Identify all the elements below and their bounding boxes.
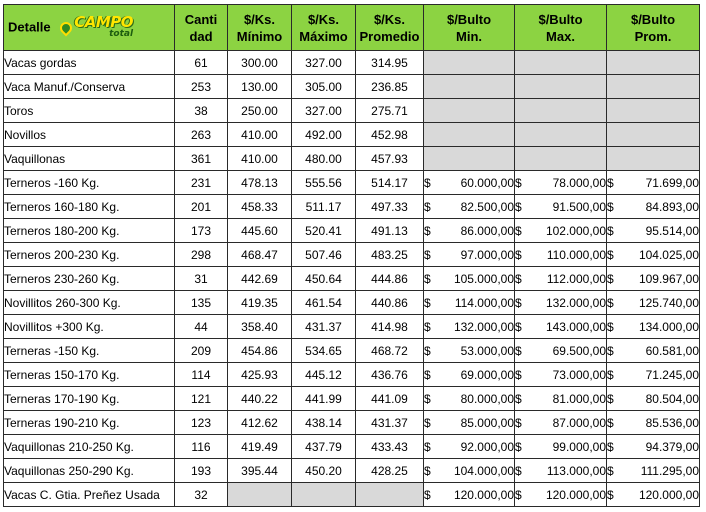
currency-symbol: $ [607, 319, 614, 334]
amount-value: 94.379,00 [645, 439, 699, 454]
table-row [4, 147, 700, 171]
table-row [4, 387, 700, 411]
cell-bulto-max [515, 363, 607, 387]
cell-bulto-prom [607, 195, 700, 219]
cell-bulto-min [424, 267, 515, 291]
cell-ks-min: 454.86 [228, 339, 292, 363]
cell-bulto-max [515, 219, 607, 243]
cell-bulto-max [515, 75, 607, 99]
amount-value: 92.000,00 [460, 439, 514, 454]
cell-cantidad: 32 [175, 483, 228, 507]
cell-bulto-max [515, 339, 607, 363]
cell-bulto-prom [607, 171, 700, 195]
cell-bulto-prom [607, 243, 700, 267]
cell-bulto-min [424, 363, 515, 387]
cell-detalle: Terneras 190-210 Kg. [4, 411, 175, 435]
amount-value: 132.000,00 [545, 295, 606, 310]
header-cantidad: Canti dad [175, 5, 228, 51]
cell-bulto-min [424, 123, 515, 147]
cell-ks-max: 450.64 [292, 267, 356, 291]
header-bulto-min: $/Bulto Min. [424, 5, 515, 51]
currency-symbol: $ [607, 463, 614, 478]
currency-symbol: $ [424, 367, 431, 382]
cell-detalle: Terneros 160-180 Kg. [4, 195, 175, 219]
currency-symbol: $ [424, 271, 431, 286]
cell-ks-prom: 457.93 [356, 147, 424, 171]
header-prom: $/Ks. Promedio [356, 5, 424, 51]
cell-ks-min: 410.00 [228, 123, 292, 147]
cell-detalle: Vaquillonas [4, 147, 175, 171]
amount-value: 84.893,00 [645, 199, 699, 214]
header-bulto-prom: $/Bulto Prom. [607, 5, 700, 51]
currency-symbol: $ [515, 367, 522, 382]
currency-symbol: $ [607, 343, 614, 358]
amount-value: 85.000,00 [460, 415, 514, 430]
amount-value: 97.000,00 [460, 247, 514, 262]
cell-ks-max: 327.00 [292, 51, 356, 75]
cell-bulto-min [424, 171, 515, 195]
amount-value: 87.000,00 [552, 415, 606, 430]
cell-cantidad: 121 [175, 387, 228, 411]
cell-bulto-min [424, 315, 515, 339]
amount-value: 132.000,00 [453, 319, 514, 334]
currency-symbol: $ [515, 175, 522, 190]
cell-cantidad: 298 [175, 243, 228, 267]
cell-cantidad: 123 [175, 411, 228, 435]
cell-bulto-max [515, 387, 607, 411]
cell-ks-prom: 440.86 [356, 291, 424, 315]
amount-value: 113.000,00 [546, 463, 606, 478]
cell-bulto-min [424, 435, 515, 459]
amount-value: 104.000,00 [453, 463, 514, 478]
table-row [4, 363, 700, 387]
cell-bulto-min [424, 195, 515, 219]
cell-ks-max: 511.17 [292, 195, 356, 219]
amount-value: 71.245,00 [645, 367, 699, 382]
cell-ks-min [228, 483, 292, 507]
amount-value: 111.295,00 [640, 463, 699, 478]
currency-symbol: $ [515, 415, 522, 430]
cell-bulto-min [424, 291, 515, 315]
cell-cantidad: 44 [175, 315, 228, 339]
cell-bulto-prom [607, 219, 700, 243]
amount-value: 120.000,00 [453, 487, 514, 502]
cell-cantidad: 193 [175, 459, 228, 483]
cell-ks-prom: 428.25 [356, 459, 424, 483]
currency-symbol: $ [607, 247, 614, 262]
table-row [4, 435, 700, 459]
cell-bulto-min [424, 387, 515, 411]
currency-symbol: $ [607, 439, 614, 454]
prices-table [3, 4, 700, 507]
cell-ks-min: 478.13 [228, 171, 292, 195]
cell-ks-prom: 431.37 [356, 411, 424, 435]
cell-ks-prom [356, 483, 424, 507]
cell-ks-min: 410.00 [228, 147, 292, 171]
cell-detalle: Vaquillonas 210-250 Kg. [4, 435, 175, 459]
amount-value: 60.581,00 [645, 343, 699, 358]
cell-ks-prom: 275.71 [356, 99, 424, 123]
currency-symbol: $ [607, 487, 614, 502]
currency-symbol: $ [424, 391, 431, 406]
currency-symbol: $ [515, 271, 522, 286]
cell-bulto-max [515, 147, 607, 171]
currency-symbol: $ [424, 439, 431, 454]
cell-ks-prom: 497.33 [356, 195, 424, 219]
cell-detalle: Terneros 230-260 Kg. [4, 267, 175, 291]
cell-ks-prom: 514.17 [356, 171, 424, 195]
cell-bulto-prom [607, 459, 700, 483]
cell-detalle: Terneros -160 Kg. [4, 171, 175, 195]
cell-cantidad: 253 [175, 75, 228, 99]
cell-bulto-min [424, 243, 515, 267]
cell-ks-prom: 452.98 [356, 123, 424, 147]
cell-ks-max: 534.65 [292, 339, 356, 363]
amount-value: 86.000,00 [460, 223, 514, 238]
cell-bulto-max [515, 411, 607, 435]
currency-symbol: $ [424, 319, 431, 334]
amount-value: 69.000,00 [460, 367, 514, 382]
cell-cantidad: 263 [175, 123, 228, 147]
amount-value: 60.000,00 [460, 175, 514, 190]
header-min: $/Ks. Mínimo [228, 5, 292, 51]
table-row [4, 339, 700, 363]
cell-ks-prom: 433.43 [356, 435, 424, 459]
cell-ks-prom: 314.95 [356, 51, 424, 75]
amount-value: 125.740,00 [638, 295, 699, 310]
cell-bulto-max [515, 51, 607, 75]
cell-bulto-max [515, 435, 607, 459]
currency-symbol: $ [607, 199, 614, 214]
cell-ks-max [292, 483, 356, 507]
table-row [4, 291, 700, 315]
cell-bulto-prom [607, 315, 700, 339]
cell-ks-min: 419.49 [228, 435, 292, 459]
cell-cantidad: 209 [175, 339, 228, 363]
cell-ks-max: 480.00 [292, 147, 356, 171]
amount-value: 80.504,00 [645, 391, 699, 406]
currency-symbol: $ [424, 463, 431, 478]
cell-ks-prom: 436.76 [356, 363, 424, 387]
cell-bulto-prom [607, 363, 700, 387]
amount-value: 134.000,00 [638, 319, 699, 334]
cell-bulto-min [424, 411, 515, 435]
table-row [4, 75, 700, 99]
cell-bulto-max [515, 243, 607, 267]
amount-value: 120.000,00 [545, 487, 606, 502]
cell-ks-min: 440.22 [228, 387, 292, 411]
cell-ks-prom: 414.98 [356, 315, 424, 339]
cell-detalle: Vacas gordas [4, 51, 175, 75]
amount-value: 85.536,00 [645, 415, 699, 430]
cell-bulto-prom [607, 99, 700, 123]
amount-value: 71.699,00 [645, 175, 699, 190]
cell-bulto-min [424, 99, 515, 123]
cell-bulto-prom [607, 123, 700, 147]
currency-symbol: $ [607, 295, 614, 310]
cell-bulto-max [515, 483, 607, 507]
cell-ks-max: 431.37 [292, 315, 356, 339]
cell-bulto-prom [607, 387, 700, 411]
table-row [4, 411, 700, 435]
currency-symbol: $ [424, 175, 431, 190]
cell-ks-max: 520.41 [292, 219, 356, 243]
cell-detalle: Vacas C. Gtia. Preñez Usada [4, 483, 175, 507]
header-bulto-max: $/Bulto Max. [515, 5, 607, 51]
currency-symbol: $ [607, 175, 614, 190]
cell-detalle: Terneras 150-170 Kg. [4, 363, 175, 387]
cell-bulto-prom [607, 267, 700, 291]
currency-symbol: $ [515, 487, 522, 502]
amount-value: 102.000,00 [545, 223, 606, 238]
cell-detalle: Terneras 170-190 Kg. [4, 387, 175, 411]
cell-ks-prom: 441.09 [356, 387, 424, 411]
cell-ks-min: 419.35 [228, 291, 292, 315]
cell-ks-prom: 236.85 [356, 75, 424, 99]
cell-ks-max: 305.00 [292, 75, 356, 99]
currency-symbol: $ [424, 487, 431, 502]
logo-main-text: CAMPO [74, 12, 134, 31]
amount-value: 112.000,00 [546, 271, 606, 286]
cell-cantidad: 61 [175, 51, 228, 75]
logo-sub-text: total [109, 28, 134, 39]
cell-ks-max: 437.79 [292, 435, 356, 459]
amount-value: 99.000,00 [552, 439, 606, 454]
table-row [4, 171, 700, 195]
cell-ks-max: 492.00 [292, 123, 356, 147]
cell-bulto-prom [607, 339, 700, 363]
amount-value: 82.500,00 [460, 199, 514, 214]
cell-cantidad: 135 [175, 291, 228, 315]
cell-ks-prom: 483.25 [356, 243, 424, 267]
amount-value: 114.000,00 [454, 295, 514, 310]
currency-symbol: $ [515, 199, 522, 214]
cell-cantidad: 31 [175, 267, 228, 291]
amount-value: 80.000,00 [460, 391, 514, 406]
amount-value: 104.025,00 [638, 247, 699, 262]
table-body [4, 51, 700, 507]
cell-ks-min: 412.62 [228, 411, 292, 435]
cell-bulto-prom [607, 435, 700, 459]
cell-ks-max: 461.54 [292, 291, 356, 315]
amount-value: 105.000,00 [453, 271, 514, 286]
table-row [4, 243, 700, 267]
currency-symbol: $ [515, 439, 522, 454]
amount-value: 69.500,00 [552, 343, 606, 358]
cell-bulto-max [515, 459, 607, 483]
cell-ks-min: 425.93 [228, 363, 292, 387]
cell-ks-min: 395.44 [228, 459, 292, 483]
currency-symbol: $ [515, 223, 522, 238]
header-detalle-label: Detalle [8, 18, 51, 34]
cell-ks-prom: 444.86 [356, 267, 424, 291]
cell-bulto-max [515, 123, 607, 147]
cell-cantidad: 173 [175, 219, 228, 243]
cell-bulto-min [424, 483, 515, 507]
cell-ks-min: 130.00 [228, 75, 292, 99]
amount-value: 95.514,00 [645, 223, 699, 238]
cell-ks-max: 507.46 [292, 243, 356, 267]
cell-bulto-max [515, 171, 607, 195]
cell-cantidad: 114 [175, 363, 228, 387]
cell-ks-min: 445.60 [228, 219, 292, 243]
cell-bulto-min [424, 339, 515, 363]
cell-detalle: Terneros 180-200 Kg. [4, 219, 175, 243]
campo-total-logo [60, 12, 134, 40]
cell-cantidad: 38 [175, 99, 228, 123]
cell-bulto-prom [607, 291, 700, 315]
cell-bulto-prom [607, 51, 700, 75]
cell-bulto-prom [607, 483, 700, 507]
table-row [4, 51, 700, 75]
currency-symbol: $ [424, 295, 431, 310]
cell-cantidad: 201 [175, 195, 228, 219]
cell-ks-min: 458.33 [228, 195, 292, 219]
cell-bulto-prom [607, 147, 700, 171]
cell-cantidad: 361 [175, 147, 228, 171]
cell-ks-max: 327.00 [292, 99, 356, 123]
table-row [4, 219, 700, 243]
currency-symbol: $ [607, 223, 614, 238]
currency-symbol: $ [424, 247, 431, 262]
cell-detalle: Vaquillonas 250-290 Kg. [4, 459, 175, 483]
currency-symbol: $ [515, 463, 522, 478]
cell-ks-max: 450.20 [292, 459, 356, 483]
cell-bulto-max [515, 291, 607, 315]
cell-bulto-max [515, 195, 607, 219]
amount-value: 91.500,00 [552, 199, 606, 214]
amount-value: 110.000,00 [546, 247, 606, 262]
currency-symbol: $ [607, 415, 614, 430]
cell-ks-min: 468.47 [228, 243, 292, 267]
amount-value: 73.000,00 [552, 367, 606, 382]
cell-ks-prom: 491.13 [356, 219, 424, 243]
cell-bulto-max [515, 267, 607, 291]
amount-value: 143.000,00 [545, 319, 606, 334]
cell-bulto-prom [607, 75, 700, 99]
cell-bulto-max [515, 315, 607, 339]
header-detalle [4, 5, 175, 51]
currency-symbol: $ [424, 415, 431, 430]
cell-bulto-min [424, 51, 515, 75]
cell-ks-min: 442.69 [228, 267, 292, 291]
cell-cantidad: 116 [175, 435, 228, 459]
cell-bulto-max [515, 99, 607, 123]
cell-detalle: Novillos [4, 123, 175, 147]
table-row [4, 459, 700, 483]
currency-symbol: $ [515, 391, 522, 406]
cell-bulto-prom [607, 411, 700, 435]
cell-ks-min: 300.00 [228, 51, 292, 75]
currency-symbol: $ [515, 295, 522, 310]
table-row [4, 123, 700, 147]
cell-ks-min: 250.00 [228, 99, 292, 123]
cell-detalle: Novillitos +300 Kg. [4, 315, 175, 339]
cell-ks-max: 555.56 [292, 171, 356, 195]
cell-detalle: Terneros 200-230 Kg. [4, 243, 175, 267]
amount-value: 120.000,00 [638, 487, 699, 502]
cell-bulto-min [424, 219, 515, 243]
location-pin-icon [58, 19, 75, 36]
table-row [4, 267, 700, 291]
cell-cantidad: 231 [175, 171, 228, 195]
currency-symbol: $ [607, 391, 614, 406]
currency-symbol: $ [515, 319, 522, 334]
currency-symbol: $ [424, 343, 431, 358]
cell-detalle: Terneras -150 Kg. [4, 339, 175, 363]
header-row [4, 5, 700, 51]
currency-symbol: $ [607, 367, 614, 382]
cell-bulto-min [424, 75, 515, 99]
header-max: $/Ks. Máximo [292, 5, 356, 51]
cell-bulto-min [424, 147, 515, 171]
currency-symbol: $ [607, 271, 614, 286]
amount-value: 53.000,00 [460, 343, 514, 358]
currency-symbol: $ [515, 247, 522, 262]
currency-symbol: $ [424, 223, 431, 238]
cell-detalle: Toros [4, 99, 175, 123]
cell-detalle: Vaca Manuf./Conserva [4, 75, 175, 99]
cell-bulto-min [424, 459, 515, 483]
amount-value: 81.000,00 [552, 391, 606, 406]
cell-ks-max: 438.14 [292, 411, 356, 435]
currency-symbol: $ [515, 343, 522, 358]
amount-value: 109.967,00 [638, 271, 699, 286]
currency-symbol: $ [424, 199, 431, 214]
cell-detalle: Novillitos 260-300 Kg. [4, 291, 175, 315]
table-row [4, 99, 700, 123]
cell-ks-max: 441.99 [292, 387, 356, 411]
amount-value: 78.000,00 [552, 175, 606, 190]
table-row [4, 195, 700, 219]
cell-ks-prom: 468.72 [356, 339, 424, 363]
cell-ks-min: 358.40 [228, 315, 292, 339]
cell-ks-max: 445.12 [292, 363, 356, 387]
table-row [4, 315, 700, 339]
table-row [4, 483, 700, 507]
